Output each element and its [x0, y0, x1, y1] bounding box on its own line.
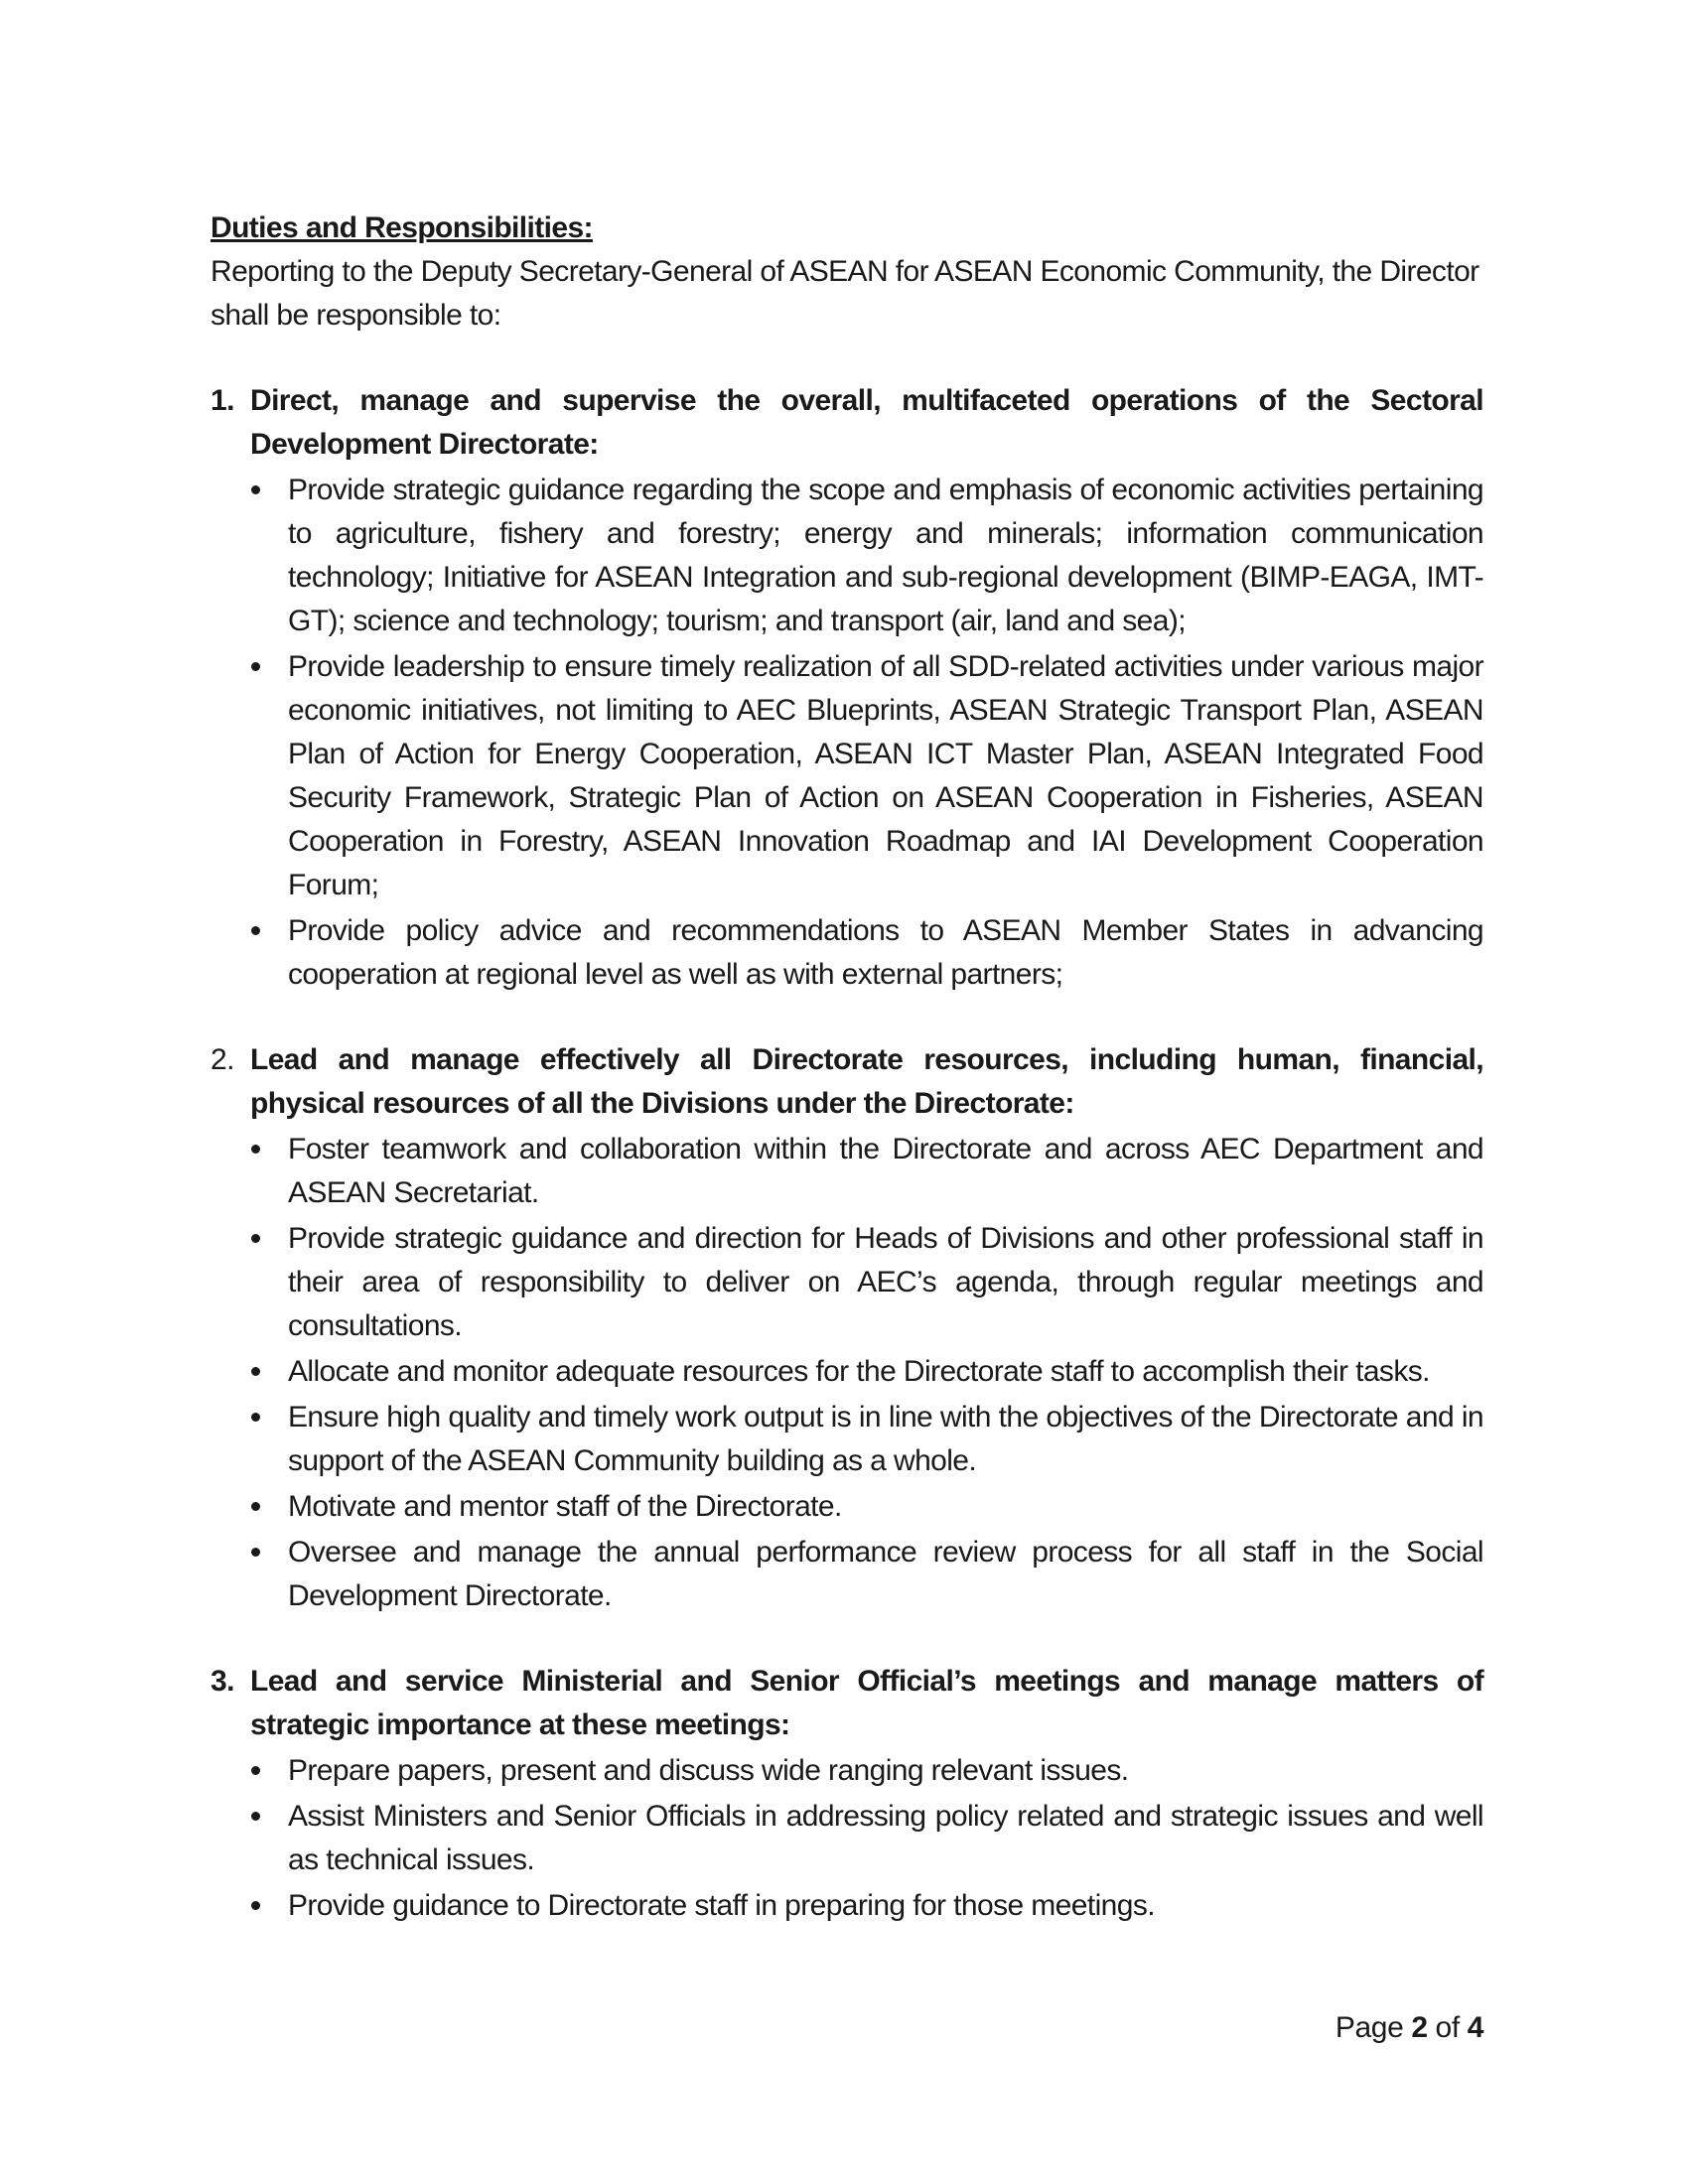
- list-item-text: Provide strategic guidance regarding the scope and emphasis of economic activities pertaining to agriculture, fishery and forestry; energy and minerals; information communication technology; Initiative for ASEAN Integration and sub-regional development (BIMP-EAGA, IMT-GT); science and technology; tourism; and transport (air, land and sea);: [288, 474, 1483, 637]
- list-item-text: Oversee and manage the annual performance review process for all staff in the Social Development Directorate.: [288, 1536, 1483, 1612]
- document-body: [211, 206, 1483, 1930]
- duty-section-title: [211, 1660, 1483, 1747]
- section-number: 1.: [211, 384, 234, 417]
- list-item: [288, 1485, 1483, 1529]
- bullet-list: [211, 1128, 1483, 1618]
- total-pages: 4: [1467, 2011, 1483, 2044]
- list-item-text: Foster teamwork and collaboration within the Directorate and across AEC Department and ASEAN Secretariat.: [288, 1133, 1483, 1209]
- duty-section-1: [211, 379, 1483, 997]
- list-item-text: Ensure high quality and timely work output is in line with the objectives of the Directorate and in support of the ASEAN Community building as a whole.: [288, 1401, 1483, 1477]
- list-item: [288, 909, 1483, 997]
- bullet-icon: [251, 1812, 260, 1821]
- list-item: [288, 1217, 1483, 1348]
- section-title-text: Lead and manage effectively all Directorate resources, including human, financial, physical resources of all the Divisions under the Directorate:: [250, 1043, 1483, 1120]
- list-item-text: Assist Ministers and Senior Officials in addressing policy related and strategic issues and well as technical issues.: [288, 1800, 1483, 1876]
- list-item-text: Prepare papers, present and discuss wide ranging relevant issues.: [288, 1754, 1129, 1787]
- bullet-list: [211, 469, 1483, 997]
- bullet-icon: [251, 1367, 260, 1376]
- list-item: [288, 1128, 1483, 1215]
- list-item: [288, 1884, 1483, 1928]
- list-item: [288, 1795, 1483, 1882]
- bullet-icon: [251, 662, 260, 671]
- bullet-icon: [251, 1234, 260, 1243]
- bullet-icon: [251, 1901, 260, 1910]
- list-item: [288, 645, 1483, 907]
- page-label: Page: [1335, 2011, 1412, 2044]
- list-item-text: Allocate and monitor adequate resources for the Directorate staff to accomplish their tasks.: [288, 1355, 1430, 1388]
- list-item-text: Provide leadership to ensure timely realization of all SDD-related activities under various major economic initiatives, not limiting to AEC Blueprints, ASEAN Strategic Transport Plan, ASEAN Plan of Action for Energy Cooperation, ASEAN ICT Master Plan, ASEAN Integrated Food Security Framework, Strategic Plan of Action on ASEAN Cooperation in Fisheries, ASEAN Cooperation in Forestry, ASEAN Innovation Roadmap and IAI Development Cooperation Forum;: [288, 650, 1483, 901]
- list-item: [288, 1749, 1483, 1793]
- duty-section-title: [211, 379, 1483, 467]
- intro-paragraph: Reporting to the Deputy Secretary-General of ASEAN for ASEAN Economic Community, the Director shall be responsible to:: [211, 255, 1479, 332]
- list-item: [288, 1531, 1483, 1618]
- list-item-text: Provide policy advice and recommendations to ASEAN Member States in advancing cooperation at regional level as well as with external partners;: [288, 914, 1483, 991]
- bullet-icon: [251, 926, 260, 935]
- bullet-icon: [251, 1766, 260, 1775]
- bullet-icon: [251, 485, 260, 494]
- page-of-label: of: [1427, 2011, 1468, 2044]
- current-page: 2: [1411, 2011, 1428, 2044]
- list-item: [288, 1396, 1483, 1483]
- list-item-text: Motivate and mentor staff of the Directorate.: [288, 1490, 842, 1523]
- bullet-icon: [251, 1502, 260, 1511]
- duty-section-3: [211, 1660, 1483, 1928]
- duty-section-2: [211, 1038, 1483, 1618]
- bullet-icon: [251, 1548, 260, 1557]
- section-title-text: Direct, manage and supervise the overall, multifaceted operations of the Sectoral Development Directorate:: [250, 384, 1483, 461]
- section-number: 3.: [211, 1665, 234, 1698]
- section-heading: Duties and Responsibilities:: [211, 211, 593, 244]
- duty-section-title: [211, 1038, 1483, 1126]
- bullet-icon: [251, 1413, 260, 1422]
- list-item: [288, 469, 1483, 643]
- section-number: 2.: [211, 1043, 234, 1076]
- page-number: [1336, 2011, 1483, 2045]
- list-item-text: Provide guidance to Directorate staff in preparing for those meetings.: [288, 1889, 1155, 1922]
- section-title-text: Lead and service Ministerial and Senior Official’s meetings and manage matters of strategic importance at these meetings:: [250, 1665, 1483, 1741]
- bullet-list: [211, 1749, 1483, 1928]
- bullet-icon: [251, 1145, 260, 1154]
- list-item-text: Provide strategic guidance and direction for Heads of Divisions and other professional staff in their area of responsibility to deliver on AEC’s agenda, through regular meetings and consultations.: [288, 1222, 1483, 1342]
- list-item: [288, 1350, 1483, 1394]
